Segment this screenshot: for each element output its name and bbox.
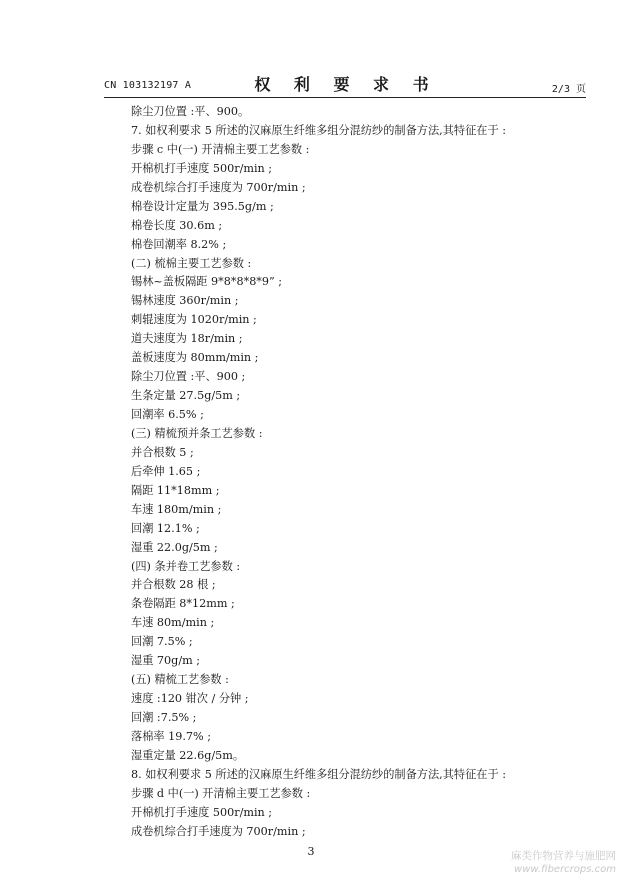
claim-text-line: 棉卷长度 30.6m ; [131, 218, 223, 232]
claim-text-line: 锡林速度 360r/min ; [131, 294, 239, 308]
claim-text-line: 刺辊速度为 1020r/min ; [131, 313, 257, 327]
claim-text-line: 棉卷设计定量为 395.5g/m ; [131, 199, 274, 213]
claim-text-line: 道夫速度为 18r/min ; [131, 332, 243, 346]
claim-text-line: 除尘刀位置 :平、900 ; [131, 370, 246, 384]
claim-text-line: 回潮 7.5% ; [131, 635, 193, 649]
claim-text-line: 落棉率 19.7% ; [131, 729, 211, 743]
claim-text-line: 回潮 :7.5% ; [131, 711, 197, 724]
claim-text-line: 锡林~盖板隔距 9*8*8*8*9” ; [131, 275, 283, 289]
claim-text-line: 车速 80m/min ; [131, 616, 215, 630]
claim-text-line: 成卷机综合打手速度为 700r/min ; [131, 824, 306, 838]
claim-text-line: 并合根数 28 根 ; [131, 578, 216, 592]
claim-text-line: 8. 如权利要求 5 所述的汉麻原生纤维多组分混纺纱的制备方法,其特征在于 : [131, 767, 506, 781]
claim-text-line: 盖板速度为 80mm/min ; [131, 351, 259, 365]
claim-text-line: 并合根数 5 ; [131, 445, 194, 459]
claim-text-line: 湿重 70g/m ; [131, 654, 201, 668]
claims-body [131, 103, 591, 842]
claim-text-line: 回潮率 6.5% ; [131, 408, 204, 421]
claim-text-line: 后牵伸 1.65 ; [131, 464, 201, 478]
claim-text-line: 步骤 c 中(一) 开清棉主要工艺参数 : [131, 142, 310, 156]
claim-text-line: 速度 :120 钳次 / 分钟 ; [131, 692, 249, 706]
watermark [498, 850, 616, 876]
claim-text-line: 隔距 11*18mm ; [131, 483, 220, 497]
publication-number: CN 103132197 A [104, 80, 192, 91]
claim-text-line: (五) 精梳工艺参数 : [131, 673, 229, 687]
claim-text-line: 成卷机综合打手速度为 700r/min ; [131, 180, 306, 194]
page-reference: 2/3 页 [551, 84, 586, 95]
watermark-title: 麻类作物营养与施肥网 [511, 850, 616, 862]
claim-text-line: 回潮 12.1% ; [131, 521, 200, 535]
claim-text-line: (二) 梳棉主要工艺参数 : [131, 256, 252, 270]
claim-text-line: 棉卷回潮率 8.2% ; [131, 237, 227, 251]
claim-text-line: 湿重定量 22.6g/5m。 [131, 748, 245, 762]
claim-text-line: 生条定量 27.5g/5m ; [131, 389, 241, 403]
claim-text-line: 开棉机打手速度 500r/min ; [131, 805, 273, 819]
claim-text-line: 步骤 d 中(一) 开清棉主要工艺参数 : [131, 786, 311, 800]
claim-text-line: 7. 如权利要求 5 所述的汉麻原生纤维多组分混纺纱的制备方法,其特征在于 : [131, 123, 506, 137]
claim-text-line: (四) 条并卷工艺参数 : [131, 559, 241, 573]
header-divider [104, 97, 586, 98]
claim-text-line: 条卷隔距 8*12mm ; [131, 597, 235, 611]
claim-text-line: 车速 180m/min ; [131, 502, 222, 516]
claim-text-line: (三) 精梳预并条工艺参数 : [131, 426, 263, 440]
claim-text-line: 开棉机打手速度 500r/min ; [131, 161, 273, 175]
page-header [104, 70, 588, 96]
page-number: 3 [307, 845, 315, 858]
document-title: 权 利 要 求 书 [254, 75, 438, 94]
claim-text-line: 湿重 22.0g/5m ; [131, 540, 218, 554]
watermark-url: www.fibercrops.com [514, 864, 616, 875]
claim-text-line: 除尘刀位置 :平、900。 [131, 105, 250, 118]
